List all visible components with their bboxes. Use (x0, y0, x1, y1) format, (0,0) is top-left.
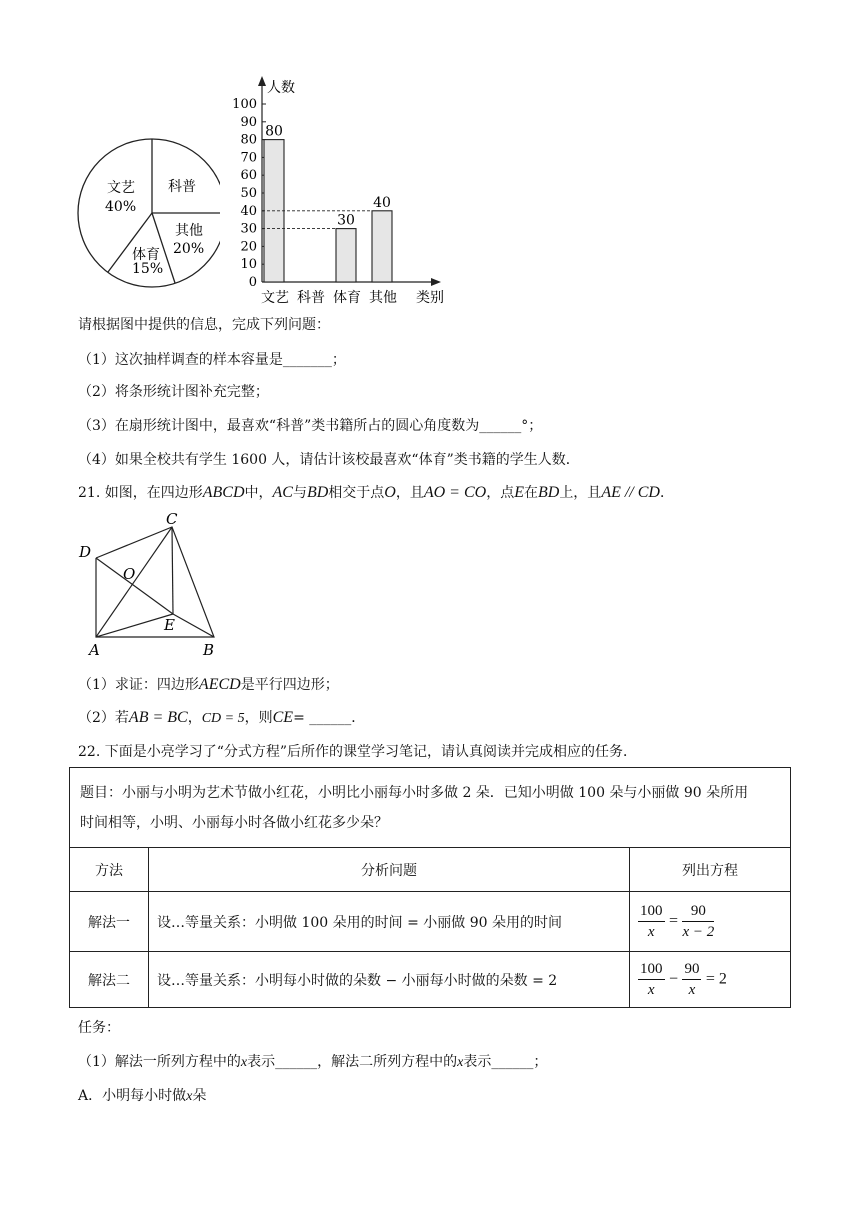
y-tick-label: 70 (240, 150, 257, 166)
q21-aecd-quad: AECD (198, 676, 241, 693)
problem-line: 时间相等，小明、小丽每小时各做小红花多少朵？ (80, 814, 388, 831)
q21-abbc: AB = BC (128, 709, 188, 726)
fraction (682, 901, 714, 942)
q20-part1: （1）这次抽样调查的样本容量是_______； (78, 352, 346, 368)
x-axis-label: 类别 (416, 290, 444, 306)
q21-text: 是平行四边形； (240, 677, 339, 693)
q21-e: E (514, 484, 524, 501)
q21-text: ， (187, 710, 202, 726)
header-analysis: 分析问题 (149, 848, 630, 892)
denominator: x (647, 924, 655, 940)
numerator: 90 (682, 959, 701, 980)
q21-abcd: ABCD (202, 484, 245, 501)
point-b-label: B (203, 641, 215, 659)
option-a (78, 1085, 206, 1105)
q21-o: O (384, 484, 396, 501)
row2-equation (630, 952, 791, 1008)
y-axis-arrow (258, 76, 266, 86)
task-label: 任务： (78, 1020, 120, 1036)
q21-text: 如图，在四边形 (104, 485, 203, 501)
numerator: 100 (638, 901, 665, 922)
q21-bd: BD (537, 484, 560, 501)
bar-value-label: 40 (373, 194, 391, 211)
row2-method: 解法二 (70, 952, 149, 1008)
x-tick-label: 体育 (333, 290, 361, 306)
q21-bd: BD (306, 484, 329, 501)
y-tick-label: 0 (248, 275, 257, 290)
problem-cell (70, 768, 791, 848)
point-e-label: E (164, 616, 175, 634)
row1-equation (630, 892, 791, 952)
q21-number: 21. (78, 485, 101, 501)
y-tick-label: 60 (240, 168, 257, 184)
equation-rhs: = 2 (705, 970, 727, 988)
bar (336, 229, 356, 282)
pie-label-wenyi: 文艺 (107, 180, 135, 196)
operator: = (668, 912, 678, 930)
q21-part2 (78, 707, 365, 727)
x-tick-label: 科普 (297, 290, 325, 306)
pie-pct-wenyi: 40% (105, 199, 137, 215)
y-tick-label: 80 (240, 132, 257, 148)
q20-part2: （2）将条形统计图补充完整； (78, 384, 269, 400)
point-a-label: A (89, 641, 100, 659)
quadrilateral-figure (75, 510, 225, 660)
q21-text: （2）若 (78, 710, 129, 726)
x-tick-label: 其他 (369, 290, 397, 306)
y-tick-label: 20 (240, 239, 257, 255)
bar-value-label: 30 (337, 212, 355, 229)
task-text: 表示______； (463, 1054, 548, 1070)
denominator: x − 2 (682, 924, 715, 940)
operator: − (668, 970, 678, 988)
q21-statement (78, 482, 674, 502)
study-notes-table (69, 767, 791, 1008)
task-text: 表示______，解法二所列方程中的 (247, 1054, 458, 1070)
y-tick-label: 90 (240, 114, 257, 130)
q20-intro: 请根据图中提供的信息，完成下列问题： (78, 317, 330, 333)
q21-text: ，且 (395, 485, 424, 501)
option-text: A．小明每小时做 (78, 1088, 187, 1104)
point-o-label: O (123, 565, 136, 583)
x-tick-label: 文艺 (261, 290, 289, 306)
q21-ac: AC (272, 484, 293, 501)
q20-part3: （3）在扇形统计图中，最喜欢“科普”类书籍所占的圆心角度数为______°； (78, 418, 543, 434)
q21-text: 与 (292, 485, 307, 501)
bar (372, 211, 392, 282)
pie-pct-tiyu: 15% (132, 261, 164, 277)
pie-label-qita: 其他 (175, 223, 203, 239)
q20-part4: （4）如果全校共有学生 1600 人，请估计该校最喜欢“体育”类书籍的学生人数． (78, 452, 580, 468)
q21-text: 中， (244, 485, 273, 501)
y-tick-label: 100 (232, 97, 257, 112)
y-axis-label: 人数 (267, 80, 295, 96)
y-tick-label: 50 (240, 186, 257, 201)
pie-pct-qita: 20% (173, 241, 205, 257)
q21-text: 相交于点 (328, 485, 385, 501)
numerator: 90 (682, 901, 714, 922)
header-equation: 列出方程 (630, 848, 791, 892)
q21-text: 在 (523, 485, 538, 501)
row2-analysis: 设…等量关系：小明每小时做的朵数 − 小丽每小时做的朵数 = 2 (149, 952, 630, 1008)
var-x: x (240, 1055, 248, 1070)
q21-aoco: AO = CO (423, 484, 487, 501)
q21-aecd: AE // CD (601, 484, 660, 501)
pie-chart (70, 135, 220, 295)
var-x: x (457, 1055, 464, 1070)
q21-ce: CE (272, 709, 294, 726)
y-tick-label: 40 (240, 203, 257, 219)
fraction (638, 959, 665, 1000)
problem-line: 题目：小丽与小明为艺术节做小红花，小明比小丽每小时多做 2 朵．已知小明做 100 朵与小丽做 90 朵所用 (80, 784, 749, 801)
option-text: 朵 (192, 1088, 207, 1104)
x-axis-arrow (431, 278, 441, 286)
pie-label-kepu: 科普 (168, 179, 196, 195)
q21-text: 上，且 (559, 485, 602, 501)
task-text: （1）解法一所列方程中的 (78, 1054, 241, 1070)
row1-method: 解法一 (70, 892, 149, 952)
point-c-label: C (166, 510, 178, 528)
numerator: 100 (638, 959, 665, 980)
q22-intro: 22. 下面是小亮学习了“分式方程”后所作的课堂学习笔记，请认真阅读并完成相应的任务． (78, 744, 638, 760)
q21-part1 (78, 674, 339, 694)
header-method: 方法 (70, 848, 149, 892)
q21-text: ． (659, 485, 674, 501)
fraction (638, 901, 665, 942)
pie-label-tiyu: 体育 (132, 247, 160, 263)
row1-analysis: 设…等量关系：小明做 100 朵用的时间 = 小丽做 90 朵用的时间 (149, 892, 630, 952)
q21-text: ，则 (244, 710, 273, 726)
denominator: x (688, 982, 696, 998)
fraction (682, 959, 701, 1000)
y-tick-label: 30 (240, 221, 257, 237)
q21-text: （1）求证：四边形 (78, 677, 199, 693)
q21-text: = ______． (293, 710, 366, 726)
task-1 (78, 1051, 547, 1071)
point-d-label: D (79, 543, 92, 561)
var-x: x (186, 1089, 193, 1104)
y-tick-label: 10 (240, 257, 257, 273)
bar-chart (225, 72, 455, 312)
denominator: x (647, 982, 655, 998)
q21-cd5: CD = 5 (201, 711, 245, 726)
q21-text: ，点 (486, 485, 515, 501)
bar-value-label: 80 (265, 123, 283, 140)
